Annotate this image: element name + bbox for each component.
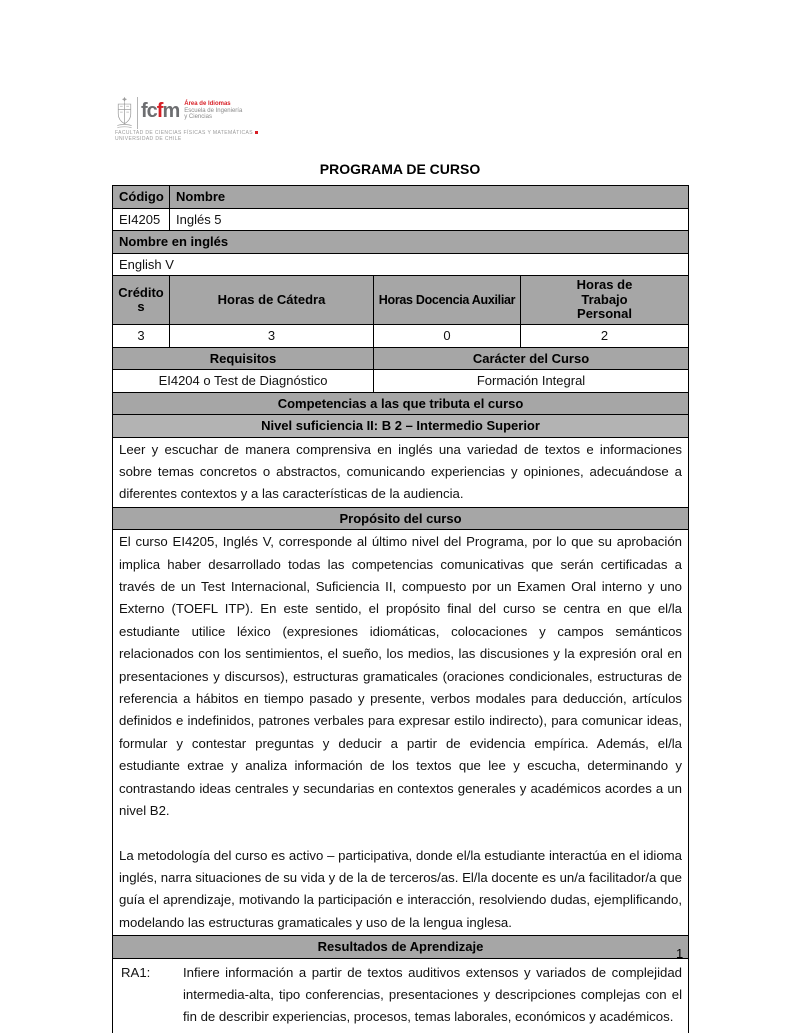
university-crest-icon (115, 96, 134, 130)
row-proposito-header (113, 507, 689, 530)
header-resultados: Resultados de Aprendizaje (113, 936, 689, 959)
competencias-paragraph (113, 437, 689, 507)
logo-divider (137, 97, 138, 129)
header-horas-catedra: Horas de Cátedra (170, 276, 374, 325)
row-competencias-text (113, 437, 689, 507)
ra1-row (113, 958, 689, 1033)
header-requisitos: Requisitos (113, 347, 374, 370)
row-nombre-ingles-value (113, 253, 689, 276)
wordmark-gray-1: fc (141, 100, 157, 122)
row-nombre-ingles-header (113, 231, 689, 254)
header-horas-docencia: Horas Docencia Auxiliar (374, 276, 521, 325)
header-nivel-suficiencia: Nivel suficiencia II: B 2 – Intermedio Superior (113, 415, 689, 438)
course-program-table (112, 185, 689, 1033)
header-horas-trabajo: Horas de Trabajo Personal (521, 276, 689, 325)
proposito-paragraphs (113, 530, 689, 936)
header-codigo: Código (113, 186, 170, 209)
row-horas-values (113, 325, 689, 348)
page-title: PROGRAMA DE CURSO (319, 161, 481, 177)
header-proposito: Propósito del curso (113, 507, 689, 530)
proposito-paragraph-1: El curso EI4205, Inglés V, corresponde al último nivel del Programa, por lo que su aprobación implica haber desarrollado todas las competencias comunicativas que serán certificadas a través de un Test Internacional, Suficiencia II, compuesto por un Examen Oral interno y uno Externo (TOEFL ITP). En este sentido, el propósito final del curso se centra en que el/la estudiante utilice léxico (expresiones idiomáticas, colocaciones y campos semánticos relacionados con los sentimientos, el sueño, los medios, las discusiones y la expresión oral en presentaciones y discursos), estructuras gramaticales (oraciones condicionales, estructuras de referencia a hábitos en tiempo pasado y presente, verbos modales para deducción, artículos definidos e indefinidos, patrones verbales para expresar estilo indirecto), para comunicar ideas, formular y contestar preguntas y deducir a partir de evidencia empírica. Además, el/la estudiante extrae y analiza información de los textos que lee y escucha, determinando y contrastando ideas centrales y secundarias en contextos generales y académicos acordes a un nivel B2. (119, 534, 683, 819)
row-codigo-nombre-values (113, 208, 689, 231)
header-nombre-ingles: Nombre en inglés (113, 231, 689, 254)
wordmark-gray-2: m (162, 100, 180, 122)
value-horas-catedra: 3 (170, 325, 374, 348)
value-codigo: EI4205 (113, 208, 170, 231)
row-proposito-text (113, 530, 689, 936)
header-nombre: Nombre (170, 186, 689, 209)
wordmark-red-f: f (156, 100, 163, 122)
page-number: 1 (676, 946, 684, 961)
header-caracter: Carácter del Curso (374, 347, 689, 370)
faculty-line-2: UNIVERSIDAD DE CHILE (115, 135, 182, 142)
value-horas-docencia: 0 (374, 325, 521, 348)
fcfm-wordmark (141, 96, 179, 126)
header-creditos: Créditos (113, 276, 170, 325)
value-creditos: 3 (113, 325, 170, 348)
value-requisitos: EI4204 o Test de Diagnóstico (113, 370, 374, 393)
logo-faculty-text (115, 131, 265, 142)
value-nombre: Inglés 5 (170, 208, 689, 231)
ra1-label: RA1: (121, 964, 151, 980)
ra1-text: Infiere información a partir de textos auditivos extensos y variados de complejidad intermedia-alta, tipo conferencias, presentaciones y descripciones complejas con el fin de describir experiencias, procesos, temas laborales, económicos y académicos. (183, 964, 683, 1024)
row-requisitos-values (113, 370, 689, 393)
header-competencias: Competencias a las que tributa el curso (113, 392, 689, 415)
seal-dot (255, 131, 258, 134)
value-caracter: Formación Integral (374, 370, 689, 393)
row-competencias-header (113, 392, 689, 415)
competencias-text: Leer y escuchar de manera comprensiva en inglés una variedad de textos e informaciones sobre temas concretos o abstractos, comunicando experiencias y opiniones, adecuándose a diferentes contextos y a las características de la audiencia. (119, 441, 683, 502)
row-codigo-nombre-header (113, 186, 689, 209)
unit-area-idiomas: Área de Idiomas (184, 101, 231, 107)
value-nombre-ingles: English V (113, 253, 689, 276)
paragraph-gap (119, 823, 682, 845)
logo-unit-text (184, 96, 242, 121)
proposito-paragraph-2: La metodología del curso es activo – participativa, donde el/la estudiante interactúa en el idioma inglés, narra situaciones de su vida y de la de terceros/as. El/la docente es un/a facilitador/a que guía el aprendizaje, motivando la participación e interacción, resolviendo dudas, ejemplificando, modelando las estructuras gramaticales y uso de la lengua inglesa. (119, 847, 683, 930)
fcfm-logo (115, 96, 265, 142)
row-ra1 (113, 958, 689, 1033)
row-horas-header (113, 276, 689, 325)
row-requisitos-header (113, 347, 689, 370)
row-nivel-header (113, 415, 689, 438)
unit-ciencias: y Ciencias (184, 114, 212, 120)
row-resultados-header (113, 936, 689, 959)
faculty-line-1: FACULTAD DE CIENCIAS FÍSICAS Y MATEMÁTICAS (115, 131, 265, 137)
value-horas-trabajo: 2 (521, 325, 689, 348)
unit-escuela: Escuela de Ingeniería (184, 107, 243, 114)
